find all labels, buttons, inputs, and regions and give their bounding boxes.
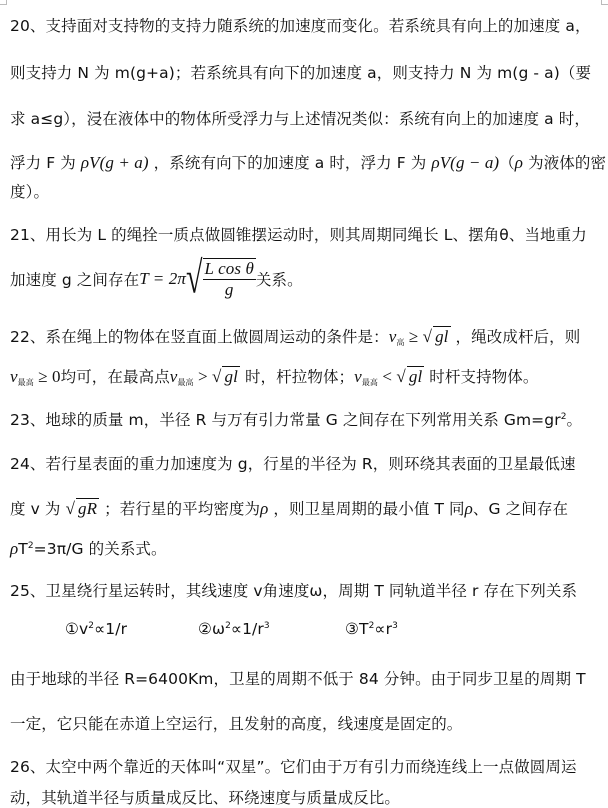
radical-icon: √ xyxy=(185,253,203,303)
v-symbol: v xyxy=(169,367,178,386)
item-24-line-3 xyxy=(10,537,167,559)
text: 关系。 xyxy=(255,271,303,289)
text: ，系统有向下的加速度 a 时，浮力 F 为 xyxy=(148,154,432,172)
superscript: 2 xyxy=(27,541,34,551)
radical-icon: √ xyxy=(396,367,406,386)
v-symbol: v xyxy=(354,367,362,386)
item-23-line-1 xyxy=(10,408,582,430)
text: ∝1/r xyxy=(94,620,128,638)
superscript: 3 xyxy=(392,621,398,631)
text: 为液体的密 xyxy=(523,154,607,172)
sqrt-formula xyxy=(185,253,256,303)
v-symbol: v xyxy=(388,327,397,346)
text: ③T xyxy=(345,620,369,638)
text: ，绳改成杆后，则 xyxy=(450,328,581,346)
item-21-line-1: 21、用长为 L 的绳拴一质点做圆锥摆运动时，则其周期同绳长 L、摆角θ、当地重力 xyxy=(10,226,587,244)
relation-3 xyxy=(345,620,398,638)
subscript: 最高 xyxy=(177,378,194,387)
item-22-line-2 xyxy=(10,365,539,388)
text: 加速度 g 之间存在 xyxy=(10,271,140,289)
text: 均可，在最高点 xyxy=(60,368,170,386)
relation-2 xyxy=(198,620,270,638)
item-24-line-1: 24、若行星表面的重力加速度为 g，行星的半径为 R，则环绕其表面的卫星最低速 xyxy=(10,455,576,473)
item-25-line-1: 25、卫星绕行星运转时，其线速度 v角速度ω，周期 T 同轨道半径 r 存在下列关系 xyxy=(10,582,578,600)
denominator: g xyxy=(224,280,234,299)
sqrt-gl: gl xyxy=(408,367,423,386)
fraction xyxy=(203,258,256,300)
superscript: 2 xyxy=(88,621,95,631)
page-corner-mark xyxy=(0,0,7,5)
subscript: 高 xyxy=(396,338,405,347)
item-20-line-1: 20、支持面对支持物的支持力随系统的加速度而变化。若系统具有向上的加速度 a， xyxy=(10,17,591,35)
item-21-line-2 xyxy=(10,253,303,303)
item-22-line-1 xyxy=(10,325,580,348)
superscript: 2 xyxy=(560,412,567,422)
item-20-line-5: 度）。 xyxy=(10,183,50,201)
item-26-line-2: 动，其轨道半径与质量成反比、环绕速度与质量成反比。 xyxy=(10,789,401,807)
formula-buoyancy-down: ρV(g − a) xyxy=(431,153,500,172)
item-25-para-1: 由于地球的半径 R=6400Km，卫星的周期不低于 84 分钟。由于同步卫星的周期 T xyxy=(10,670,586,688)
item-24-line-2 xyxy=(10,497,568,519)
superscript: 3 xyxy=(263,621,270,631)
text: 时，杆拉物体； xyxy=(239,368,355,386)
radical-icon: √ xyxy=(422,327,433,346)
rho-symbol: ρ xyxy=(10,539,19,558)
text: 时杆支持物体。 xyxy=(424,368,539,386)
sqrt-gR: gR xyxy=(78,499,98,518)
text: ∝1/r xyxy=(230,620,264,638)
item-25-para-2: 一定，它只能在赤道上空运行，且发射的高度，线速度是固定的。 xyxy=(10,715,463,733)
formula-buoyancy-up: ρV(g + a) xyxy=(80,153,149,172)
radical-icon: √ xyxy=(65,499,75,518)
v-symbol: v xyxy=(10,367,18,386)
relation-1 xyxy=(65,620,127,638)
text: ②ω xyxy=(198,620,226,638)
superscript: 2 xyxy=(368,621,375,631)
rho-symbol: ρ xyxy=(514,153,524,172)
operator: ≥ 0 xyxy=(33,367,61,386)
numerator: L cos θ xyxy=(204,259,254,278)
formula-period-lhs: T = 2π xyxy=(139,269,186,288)
text: （ xyxy=(499,154,515,172)
text: 浮力 F 为 xyxy=(10,154,81,172)
page-corner-mark xyxy=(601,0,608,5)
sqrt-gl: gl xyxy=(224,367,238,386)
rho-symbol: ρ xyxy=(464,499,473,518)
superscript: 2 xyxy=(225,621,231,631)
operator: ≥ xyxy=(404,327,423,346)
text: ；若行星的平均密度为 xyxy=(99,500,261,518)
item-20-line-2: 则支持力 N 为 m(g+a)；若系统具有向下的加速度 a，则支持力 N 为 m(g - a)（要 xyxy=(10,64,592,82)
subscript: 最高 xyxy=(361,378,379,387)
item-26-line-1: 26、太空中两个靠近的天体叫“双星”。它们由于万有引力而绕连线上一点做圆周运 xyxy=(10,758,577,776)
operator: > xyxy=(193,367,213,386)
text: 22、系在绳上的物体在竖直面上做圆周运动的条件是： xyxy=(10,328,389,346)
rho-symbol: ρ xyxy=(260,499,269,518)
text: ，则卫星周期的最小值 T 同 xyxy=(268,500,465,518)
sqrt-gl: gl xyxy=(435,327,449,346)
item-20-line-3: 求 a≤g），浸在液体中的物体所受浮力与上述情况类似：系统有向上的加速度 a 时， xyxy=(10,110,590,128)
radical-icon: √ xyxy=(212,367,222,386)
text: 度 v 为 xyxy=(10,500,66,518)
text: T xyxy=(18,540,28,558)
text: ①v xyxy=(65,620,89,638)
operator: < xyxy=(378,367,397,386)
subscript: 最高 xyxy=(17,378,34,387)
text: 。 xyxy=(566,411,583,429)
text: =3π/G 的关系式。 xyxy=(33,540,167,558)
text: 23、地球的质量 m，半径 R 与万有引力常量 G 之间存在下列常用关系 Gm=gr xyxy=(10,411,561,429)
text: ∝r xyxy=(374,620,393,638)
item-20-line-4 xyxy=(10,151,606,173)
text: 、G 之间存在 xyxy=(472,500,569,518)
